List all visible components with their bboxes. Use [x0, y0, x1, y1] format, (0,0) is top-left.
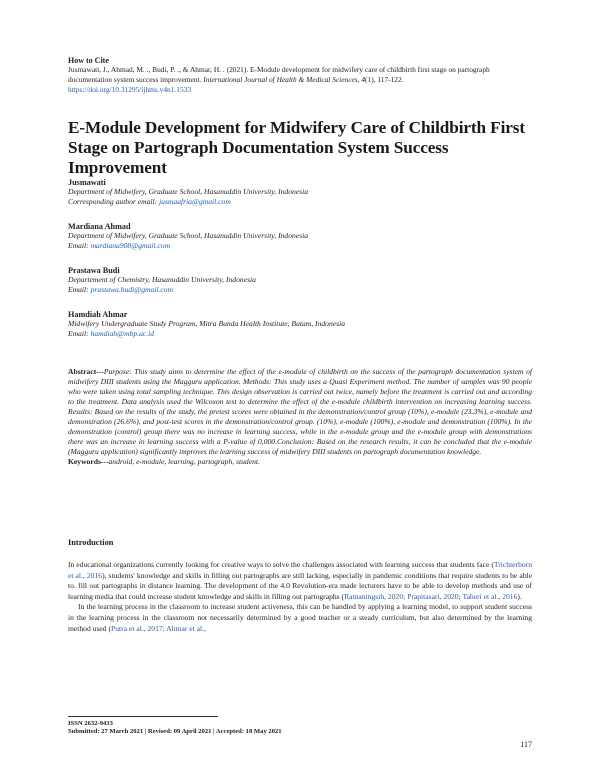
paragraph-text: In the learning process in the classroom to increase student activeness, this can be handled by applying a learning model, to support student success in the learning process in the classroom not necessarily determined by a good teacher or a steady curriculum, but also determined by the learning method used ( — [68, 602, 532, 633]
author-affiliation: Department of Midwifery, Graduate School, Hasanuddin University, Indonesia — [68, 231, 309, 240]
section-heading-introduction: Introduction — [68, 538, 114, 547]
abstract-text: Purpose: This study aims to determine the effect of the e-module of childbirth on the success of the partograph documentation system of midwifery DIII students using the Magguru application. Methods: This study uses a Quasi Experiment method. The number of samples was 90 people who were taken using total sampling technique. This design observation is carried out twice, namely before the treatment is carried out and according to the treatment. Data analysis used the Wilcoxon test to determine the effect of the e-module childbirth intervention on increasing learning success. Results: Based on the results of the study, the pretest scores were obtained in the demonstration/control group (10%), e-module (23.3%), e-module and demonstration (26.6%), and post-test scores in the demonstration/control group. (10%), e-module (100%), e-module and demonstration (100%). In the demonstration (control) group there was no increase in learning success, while in the e-module group and the e-module group with demonstrations there was an increase in learning success with a P-value of 0,000.Conclusion: Based on the research results, it can be concluded that the e-module (Magguru application) significantly improves the learning success of midwifery DIII students on partograph documentation knowledge. — [68, 367, 532, 456]
paper-title: E-Module Development for Midwifery Care of Childbirth First Stage on Partograph Documentation System Success Improvement — [68, 118, 525, 177]
citation-link[interactable]: Ratnaningsih, 2020; Prapitasari, 2020; Taheri et al., 2016 — [344, 591, 518, 601]
paragraph-text: ). — [517, 591, 522, 601]
introduction-body — [68, 560, 532, 634]
author-name: Mardiana Ahmad — [68, 222, 131, 231]
submission-dates: Submitted: 27 March 2021 | Revised: 09 April 2021 | Accepted: 18 May 2021 — [68, 728, 282, 735]
email-label: Email: — [68, 285, 89, 294]
footer-divider — [68, 716, 218, 717]
paragraph — [68, 560, 532, 602]
author-block — [68, 266, 532, 295]
email-label: Corresponding author email: — [68, 197, 158, 206]
keywords-label: Keywords--- — [68, 456, 109, 466]
cite-text: Jusmawati, J., Ahmad, M. ., Budi, P. ., & Ahmar, H. . (2021). E-Module development for midwifery care of childbirth first stage on partograph documentation system success improvement. — [68, 65, 490, 84]
abstract — [68, 367, 532, 467]
paragraph-text: In educational organizations currently looking for creative ways to solve the challenges associated with learning success that students face ( — [68, 560, 494, 569]
author-email-link[interactable]: prastawa.budi@gmail.com — [90, 285, 174, 294]
cite-heading: How to Cite — [68, 56, 109, 65]
author-block — [68, 222, 532, 251]
cite-journal: International Journal of Health & Medical Sciences, 4 — [203, 74, 366, 84]
page-number: 117 — [520, 740, 532, 749]
paragraph — [68, 602, 532, 634]
author-affiliation: Departement of Chemistry, Hasanuddin University, Indonesia — [68, 275, 256, 284]
citation-link[interactable]: Putra et al., 2017; Ahmar et al., — [111, 623, 206, 633]
author-block — [68, 178, 532, 207]
email-label: Email: — [68, 329, 89, 338]
author-email-line — [68, 197, 532, 207]
keywords-text: android, e-module, learning, partograph, student. — [108, 456, 260, 466]
author-name: Hamdiah Ahmar — [68, 310, 128, 319]
keywords — [68, 457, 532, 467]
paragraph-text: ), students' knowledge and skills in filling out partographs are still lacking, especially in pandemic conditions that require students to be able to. fill out partographs in distance learning. The development of the 4.0 Revolution-era made lecturers have to be able to develop methods and use of learning media that could increase student knowledge and skills in filling out partographs ( — [68, 570, 533, 601]
author-block — [68, 310, 532, 339]
doi-link[interactable]: https://doi.org/10.31295/ijhms.v4n1.1533 — [68, 84, 192, 94]
author-email-link[interactable]: hamdiah@mbp.ac.id — [90, 329, 155, 338]
citation-link[interactable]: Trichterborn et al., 2016 — [68, 560, 532, 580]
author-email-line — [68, 241, 532, 251]
author-name: Jusmawati — [68, 178, 106, 187]
issn: ISSN 2632-9433 — [68, 720, 113, 727]
author-email-link[interactable]: jusmaafria@gmail.com — [159, 197, 231, 206]
email-label: Email: — [68, 241, 89, 250]
cite-block — [68, 65, 532, 94]
abstract-label: Abstract--- — [68, 367, 104, 376]
author-name: Prastawa Budi — [68, 266, 120, 275]
cite-issue-pages: (1), 117-122. — [365, 74, 404, 84]
author-email-line — [68, 285, 532, 295]
author-affiliation: Department of Midwifery, Graduate School, Hasanuddin University, Indonesia — [68, 187, 309, 196]
author-email-line — [68, 329, 532, 339]
author-affiliation: Midwifery Undergraduate Study Program, Mitra Bunda Health Institute, Batam, Indonesia — [68, 319, 346, 328]
author-email-link[interactable]: mardiana908@gmail.com — [90, 241, 171, 250]
